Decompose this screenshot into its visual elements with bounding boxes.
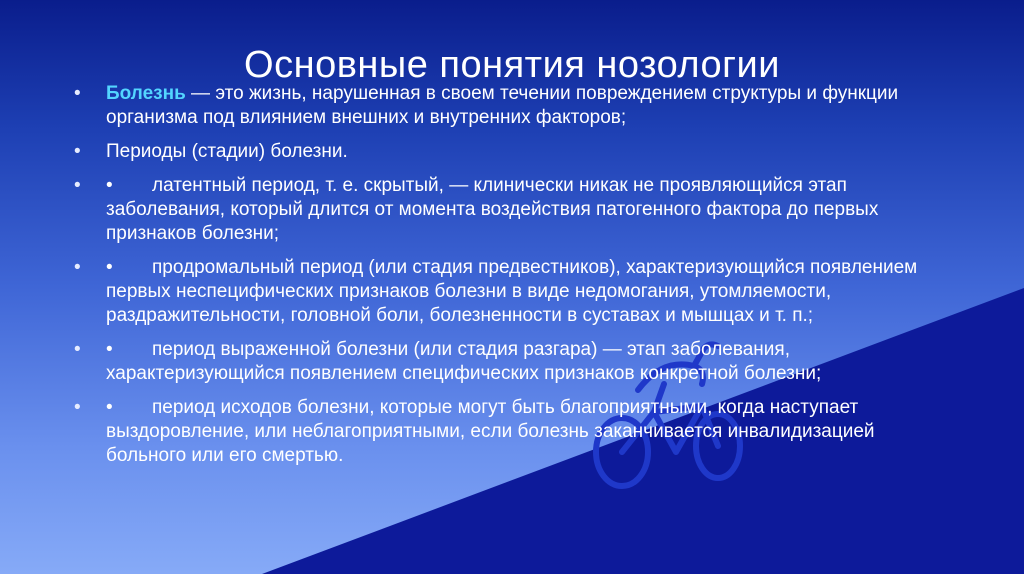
sub-bullet-icon: • xyxy=(106,397,113,418)
content-list xyxy=(72,82,922,478)
item-text: период выраженной болезни (или стадия разгара) — этап заболевания, характеризующийся появлением специфических признаков конкретной болезни; xyxy=(106,339,822,384)
list-item xyxy=(72,338,922,386)
item-text: — это жизнь, нарушенная в своем течении повреждением структуры и функции организма под влиянием внешних и внутренних факторов; xyxy=(106,83,899,128)
item-text: продромальный период (или стадия предвестников), характеризующийся появлением первых неспецифических признаков болезни в виде недомогания, утомляемости, раздражительности, головной боли, болезненности в суставах и мышцах и т. п.; xyxy=(106,257,918,326)
bullet-icon: • xyxy=(74,397,81,418)
list-item xyxy=(72,82,922,130)
sub-bullet-icon: • xyxy=(106,339,113,360)
slide-title: Основные понятия нозологии xyxy=(244,44,780,86)
bullet-icon: • xyxy=(74,257,81,278)
sub-bullet-icon: • xyxy=(106,257,113,278)
list-item xyxy=(72,396,922,468)
sub-bullet-icon: • xyxy=(106,175,113,196)
list-item xyxy=(72,256,922,328)
term-highlight: Болезнь xyxy=(106,83,186,104)
bullet-icon: • xyxy=(74,83,81,104)
bullet-icon: • xyxy=(74,175,81,196)
bullet-icon: • xyxy=(74,141,81,162)
item-text: период исходов болезни, которые могут быть благоприятными, когда наступает выздоровление, или неблагоприятными, если болезнь заканчивается инвалидизацией больного или его смертью. xyxy=(106,397,875,466)
list-item xyxy=(72,140,922,164)
item-text: латентный период, т. е. скрытый, — клинически никак не проявляющийся этап заболевания, который длится от момента воздействия патогенного фактора до первых признаков болезни; xyxy=(106,175,879,244)
list-item xyxy=(72,174,922,246)
item-text: Периоды (стадии) болезни. xyxy=(106,141,348,162)
bullet-icon: • xyxy=(74,339,81,360)
